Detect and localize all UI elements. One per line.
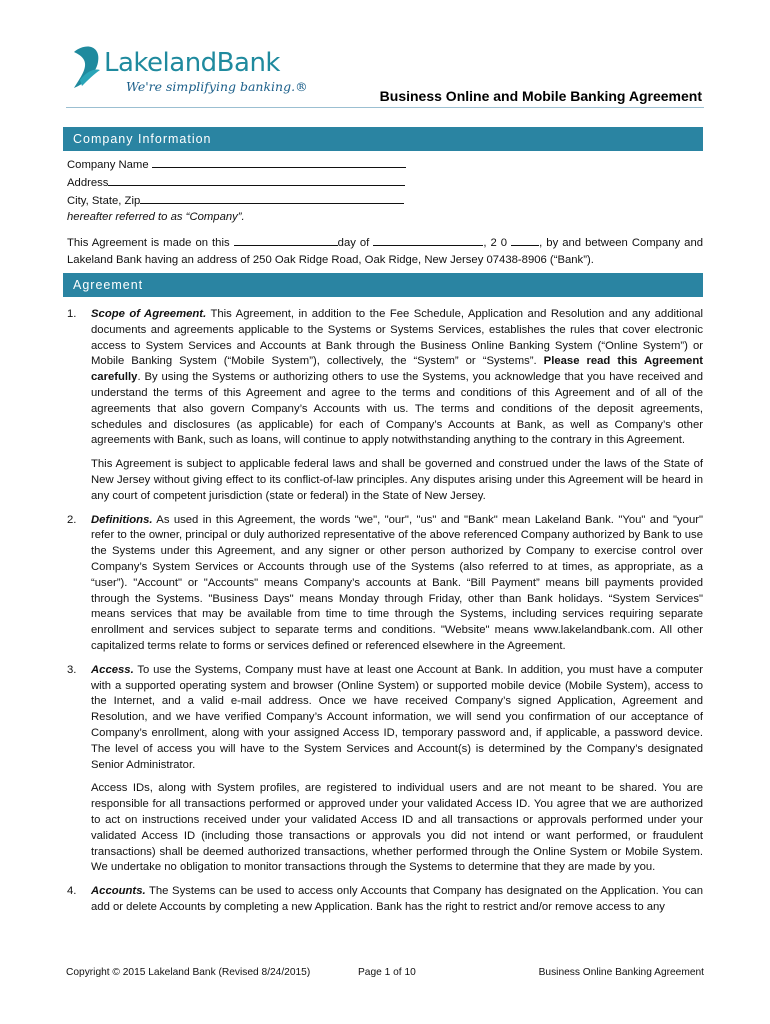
- agreement-item-definitions: 2. Definitions. As used in this Agreement, the words "we", "our", "us" and "Bank" mean Lakeland Bank. "You" and "your" refer to the owner, principal or duly authorized representative of the above referenced Company authorized by Bank to use the Systems under this Agreement, and any signer or other person authorized by Company to exercise control over Company’s System Services or Accounts through use of the Systems (also referred to at times, as appropriate, as a “user”). "Account" or "Accounts" means Company’s accounts at Bank. “Bill Payment” means bill payments provided through the Systems. "Business Days" means Monday through Friday, other than Bank holidays. “System Services" means services that may be available from time to time through the Systems, including services requiring separate enrollment and services subject to separate terms and conditions. "Website" means www.lakelandbank.com. All other capitalized terms relate to forms or services defined or referenced elsewhere in the Agreement.: [67, 513, 704, 652]
- logo-tagline: We're simplifying banking.®: [126, 79, 308, 94]
- city-state-zip-blank[interactable]: [140, 191, 404, 204]
- year-blank[interactable]: [511, 233, 539, 246]
- footer-copyright: Copyright © 2015 Lakeland Bank (Revised 8/24/2015): [66, 967, 311, 978]
- address-blank[interactable]: [108, 173, 405, 186]
- company-referred-note: hereafter referred to as “Company”.: [67, 211, 245, 223]
- agreement-item-scope: 1. Scope of Agreement. This Agreement, in addition to the Fee Schedule, Application and Resolution and any additional documents and agreements applicable to the Systems or Systems Services, establishes the rules that cover electronic access to System Services and Accounts at Bank through the Business Online Banking System (“Online System”) or Mobile Banking System (“Mobile System”), collectively, the “System” or “Systems”. Please read this Agreement carefully. By using the Systems or authorizing others to use the Systems, you acknowledge that you have received and understand the terms of this Agreement and agree to the terms and conditions of this Agreement and of all of the agreements that also govern Company’s Accounts with us. The terms and conditions of the deposit agreements, schedules and disclosures (as applicable) for each of Company’s Accounts at Bank, as well as Company’s other agreements with Bank, such as loans, will continue to apply notwithstanding anything to the contrary in this Agreement. This Agreement is subject to applicable federal laws and shall be governed and construed under the laws of the State of New Jersey without giving effect to its conflict-of-law principles. Any disputes arising under this Agreement will be heard in any court of competent jurisdiction (state or federal) in the State of New Jersey.: [67, 307, 703, 505]
- agreement-intro-paragraph: This Agreement is made on this day of , 2 0 , by and between Company and Lakeland Bank having an address of 250 Oak Ridge Road, Oak Ridge, New Jersey 07438-8906 (“Bank”).: [67, 233, 703, 268]
- agreement-item-accounts: 4. Accounts. The Systems can be used to access only Accounts that Company has designated on the Application. You can add or delete Accounts by completing a new Application. Bank has the right to restrict and/or remove access to any: [67, 885, 703, 913]
- company-name-blank[interactable]: [152, 155, 406, 168]
- section-header-company-information: Company Information: [63, 127, 703, 151]
- company-information-fields: [67, 155, 447, 225]
- header-divider: [66, 107, 704, 108]
- document-title: Business Online and Mobile Banking Agreement: [379, 88, 702, 104]
- month-blank[interactable]: [373, 233, 483, 246]
- footer-page-number: Page 1 of 10: [358, 967, 416, 978]
- company-name-field: Company Name: [67, 155, 447, 173]
- access-ids-paragraph: Access IDs, along with System profiles, are registered to individual users and are not meant to be shared. You are responsible for all transactions performed or approved under your validated Access ID. You agree that we are authorized to act on instructions received under your validated Access ID and all transactions or approvals performed under your validated Access ID (including those transactions or approvals you did not intend or want performed, or fraudulent transactions) shall be deemed authorized transactions, whether performed through the Online System or Mobile System. We undertake no obligation to monitor transactions through the Systems to determine that they are made by you.: [91, 782, 703, 874]
- footer-document-name: Business Online Banking Agreement: [538, 967, 704, 978]
- section-header-agreement: Agreement: [63, 273, 703, 297]
- agreement-item-access: 3. Access. To use the Systems, Company must have at least one Account at Bank. In addition, you must have a computer with a supported operating system and browser (Online System) or supported mobile device (Mobile System), access to the Internet, and a valid e-mail address. Once we have received Company’s signed Application, Agreement and Resolution, and we have verified Company’s Account information, we will send you confirmation of our acceptance of Company’s enrollment, along with your assigned Access ID, temporary password and, if applicable, a password device. The level of access you will have to the System Services and Account(s) is determined by the Company’s designated Senior Administrator. Access IDs, along with System profiles, are registered to individual users and are not meant to be shared. You are responsible for all transactions performed or approved under your validated Access ID. You agree that we are authorized to act on instructions received under your validated Access ID and all transactions or approvals performed under your validated Access ID (including those transactions or approvals you did not intend or want performed, or fraudulent transactions) shall be deemed authorized transactions, whether performed through the Online System or Mobile System. We undertake no obligation to monitor transactions through the Systems to determine that they are made by you.: [67, 663, 703, 876]
- day-blank[interactable]: [234, 233, 338, 246]
- address-field: Address: [67, 173, 447, 191]
- agreement-body: [67, 307, 703, 924]
- logo-text: LakelandBank: [104, 48, 280, 78]
- city-state-zip-field: City, State, Zip: [67, 191, 447, 209]
- governing-law-paragraph: This Agreement is subject to applicable federal laws and shall be governed and construed under the laws of the State of New Jersey without giving effect to its conflict-of-law principles. Any disputes arising under this Agreement will be heard in any court of competent jurisdiction (state or federal) in the State of New Jersey.: [91, 458, 703, 502]
